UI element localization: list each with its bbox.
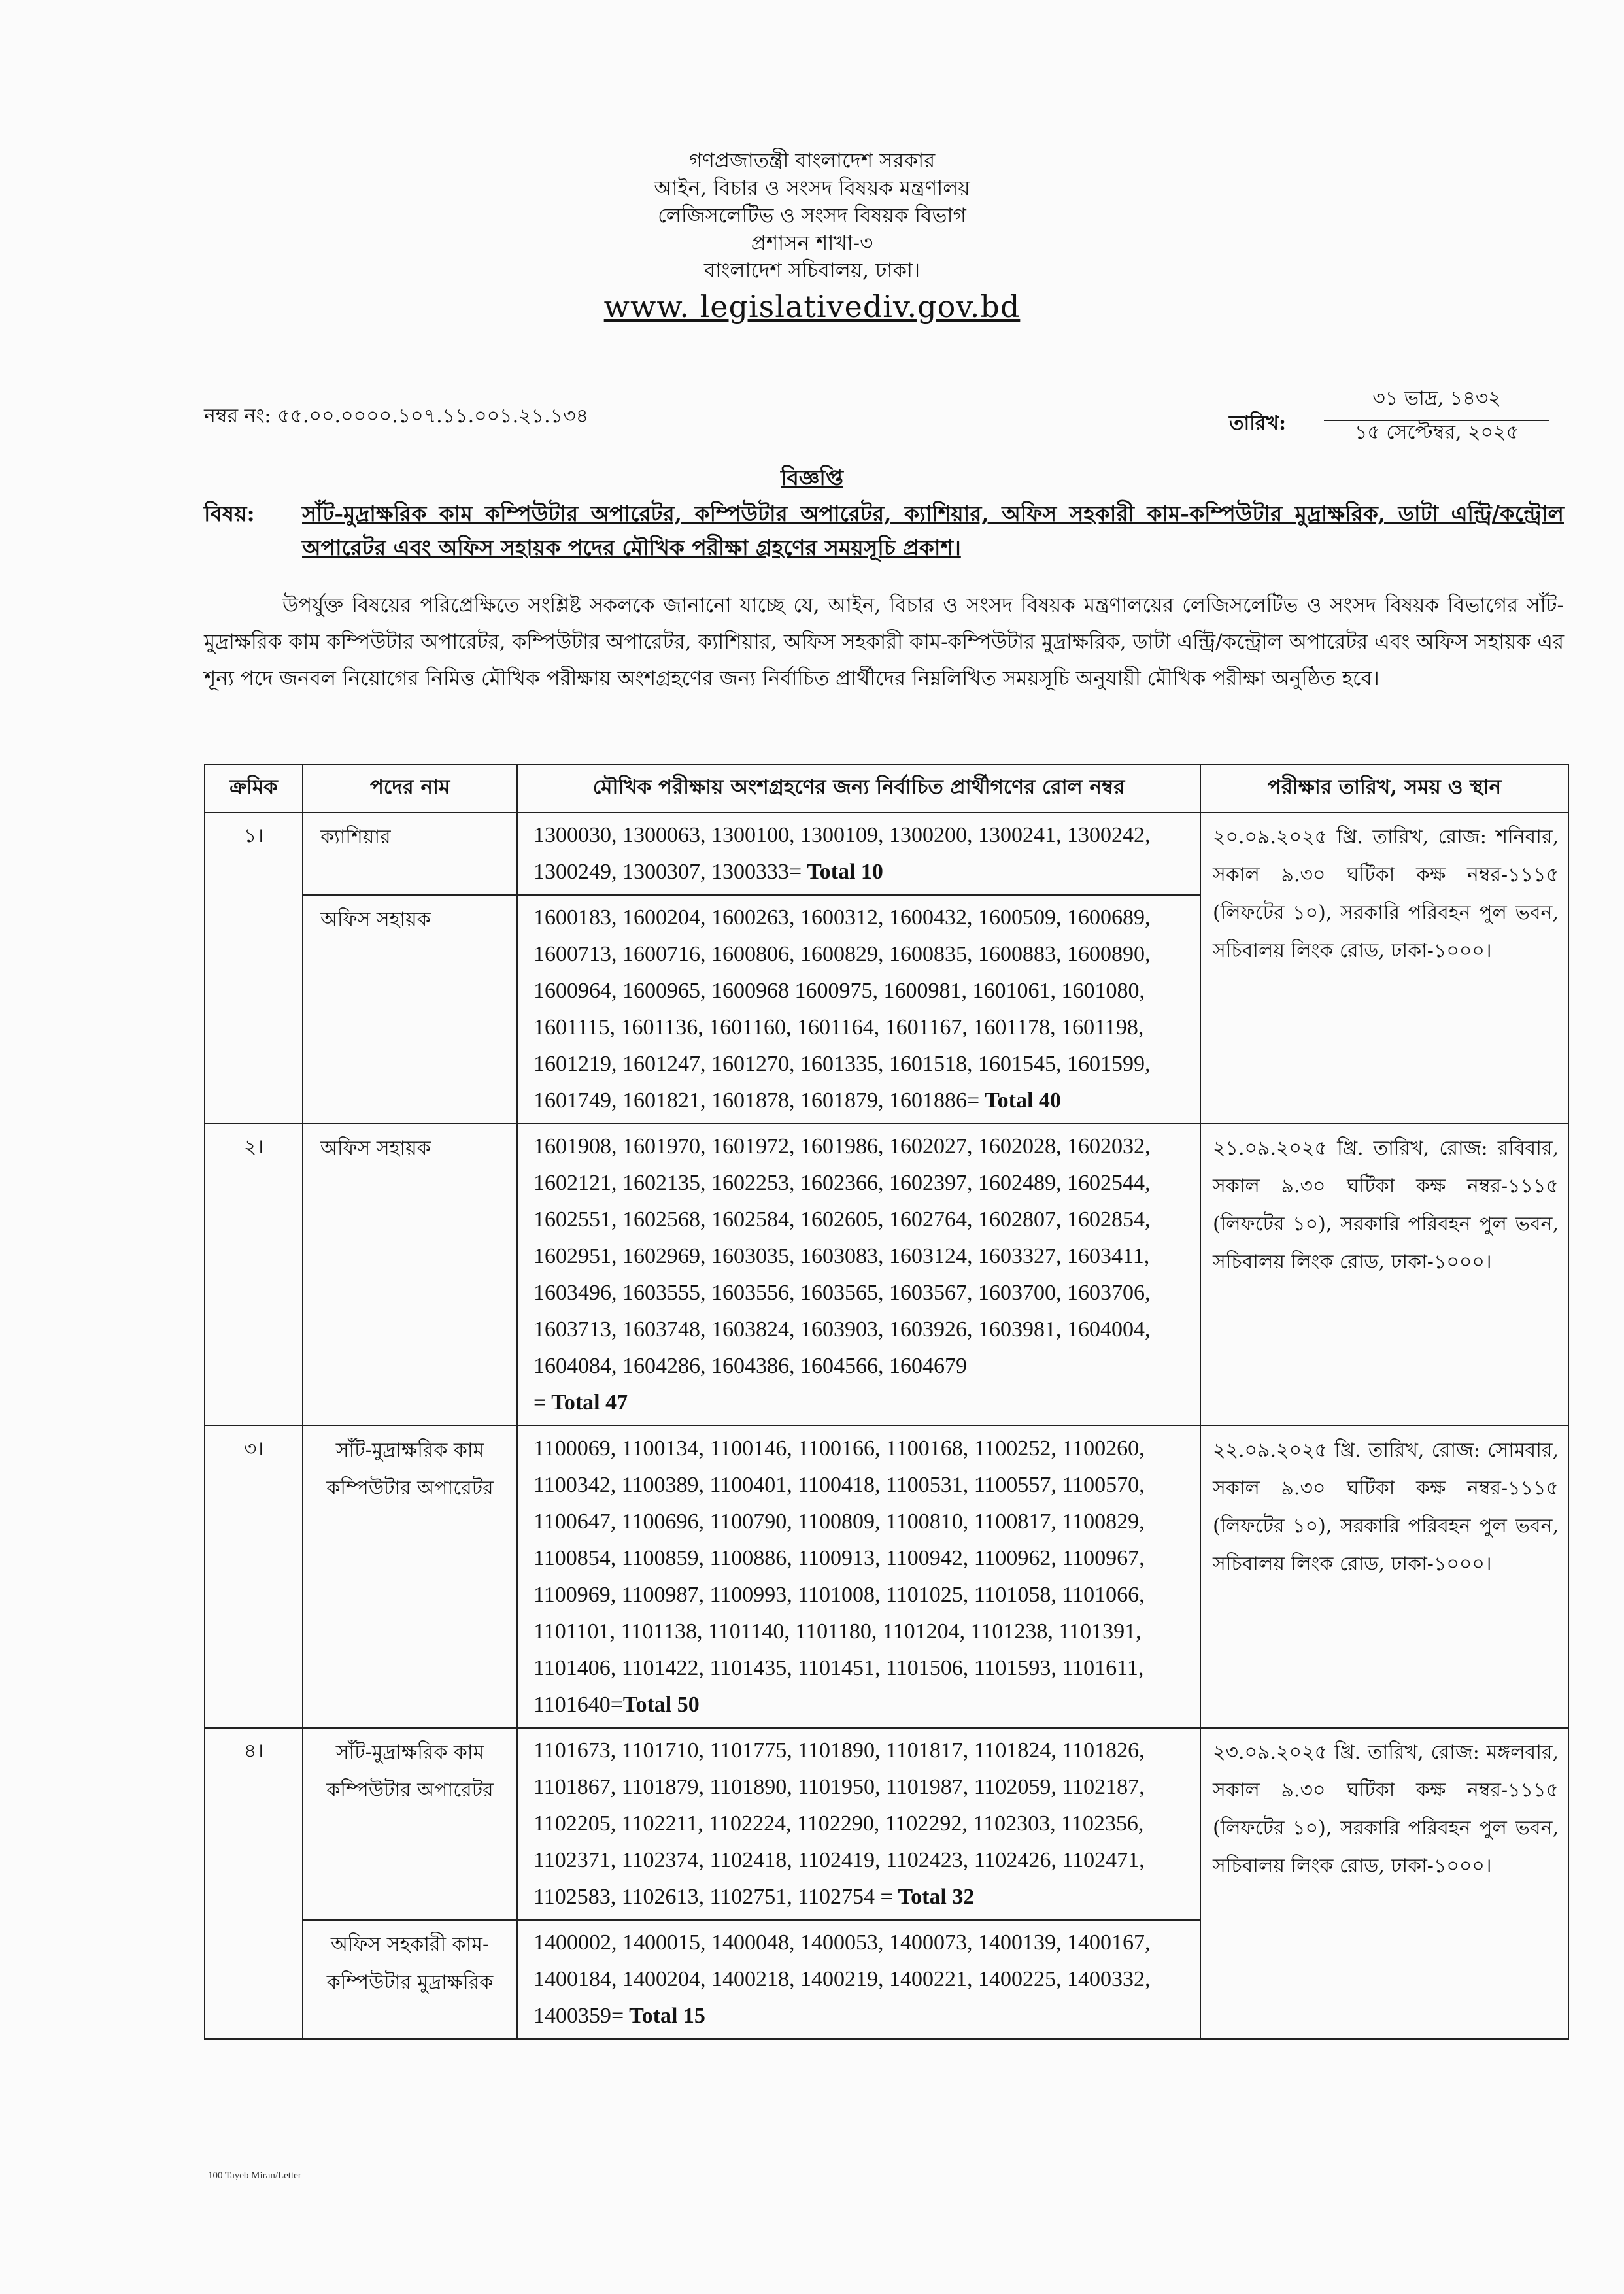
total-count: Total 50 xyxy=(622,1693,700,1717)
serial-cell: ৪। xyxy=(205,1728,303,2039)
division-name: লেজিসলেটিভ ও সংসদ বিষয়ক বিভাগ xyxy=(658,204,966,228)
footer-note: 100 Tayeb Miran/Letter xyxy=(208,2170,301,2181)
roll-numbers: 1101673, 1101710, 1101775, 1101890, 1101817, 1101824, 1101826, 1101867, 1101879, 1101890, 1101950, 1101987, 1102059, 1102187, 1102205, 1102211, 1102224, 1102290, 1102292, 1102303, 1102356, 1102371, 1102374, 1102418, 1102419, 1102423, 1102426, 1102471, 1102583, 1102613, 1102751, 1102754 = xyxy=(533,1738,1145,1909)
table-row xyxy=(205,813,1568,895)
schedule-cell: ২০.০৯.২০২৫ খ্রি. তারিখ, রোজ: শনিবার, সকাল ৯.৩০ ঘটিকা কক্ষ নম্বর-১১১৫ (লিফটের ১০), সরকারি পরিবহন পুল ভবন, সচিবালয় লিংক রোড, ঢাকা-১০০০। xyxy=(1200,813,1568,1124)
table-row xyxy=(205,1426,1568,1728)
schedule-cell: ২১.০৯.২০২৫ খ্রি. তারিখ, রোজ: রবিবার, সকাল ৯.৩০ ঘটিকা কক্ষ নম্বর-১১১৫ (লিফটের ১০), সরকারি পরিবহন পুল ভবন, সচিবালয় লিংক রোড, ঢাকা-১০০০। xyxy=(1200,1124,1568,1426)
rolls-cell xyxy=(517,1124,1200,1426)
subject-label: বিষয়: xyxy=(204,501,255,526)
schedule-cell: ২৩.০৯.২০২৫ খ্রি. তারিখ, রোজ: মঙ্গলবার, সকাল ৯.৩০ ঘটিকা কক্ষ নম্বর-১১১৫ (লিফটের ১০), সরকারি পরিবহন পুল ভবন, সচিবালয় লিংক রোড, ঢাকা-১০০০। xyxy=(1200,1728,1568,2039)
rolls-cell xyxy=(517,813,1200,895)
roll-numbers: 1601908, 1601970, 1601972, 1601986, 1602027, 1602028, 1602032, 1602121, 1602135, 1602253, 1602366, 1602397, 1602489, 1602544, 1602551, 1602568, 1602584, 1602605, 1602764, 1602807, 1602854, 1602951, 1602969, 1603035, 1603083, 1603124, 1603327, 1603411, 1603496, 1603555, 1603556, 1603565, 1603567, 1603700, 1603706, 1603713, 1603748, 1603824, 1603903, 1603926, 1603981, 1604004, 1604084, 1604286, 1604386, 1604566, 1604679 xyxy=(533,1134,1151,1378)
header-post: পদের নাম xyxy=(303,764,517,813)
serial-cell: ২। xyxy=(205,1124,303,1426)
date-label: তারিখ: xyxy=(1229,412,1287,435)
notice-title xyxy=(0,461,1624,498)
roll-numbers: 1600183, 1600204, 1600263, 1600312, 1600432, 1600509, 1600689, 1600713, 1600716, 1600806, 1600829, 1600835, 1600883, 1600890, 1600964, 1600965, 1600968 1600975, 1600981, 1601061, 1601080, 1601115, 1601136, 1601160, 1601164, 1601167, 1601178, 1601198, 1601219, 1601247, 1601270, 1601335, 1601518, 1601545, 1601599, 1601749, 1601821, 1601878, 1601879, 1601886= xyxy=(533,905,1151,1113)
post-cell: অফিস সহায়ক xyxy=(303,895,517,1124)
ministry-name: আইন, বিচার ও সংসদ বিষয়ক মন্ত্রণালয় xyxy=(654,177,970,200)
post-cell: অফিস সহায়ক xyxy=(303,1124,517,1426)
table-row xyxy=(205,1124,1568,1426)
schedule-cell: ২২.০৯.২০২৫ খ্রি. তারিখ, রোজ: সোমবার, সকাল ৯.৩০ ঘটিকা কক্ষ নম্বর-১১১৫ (লিফটের ১০), সরকারি পরিবহন পুল ভবন, সচিবালয় লিংক রোড, ঢাকা-১০০০। xyxy=(1200,1426,1568,1728)
post-cell: অফিস সহকারী কাম- কম্পিউটার মুদ্রাক্ষরিক xyxy=(303,1920,517,2039)
body-paragraph: উপর্যুক্ত বিষয়ের পরিপ্রেক্ষিতে সংশ্লিষ্ট সকলকে জানানো যাচ্ছে যে, আইন, বিচার ও সংসদ বিষয়ক মন্ত্রণালয়ের লেজিসলেটিভ ও সংসদ বিষয়ক বিভাগের সাঁট-মুদ্রাক্ষরিক কাম কম্পিউটার অপারেটর, কম্পিউটার অপারেটর, ক্যাশিয়ার, অফিস সহকারী কাম-কম্পিউটার মুদ্রাক্ষরিক, ডাটা এন্ট্রি/কন্ট্রোল অপারেটর এবং অফিস সহায়ক এর শূন্য পদে জনবল নিয়োগের নিমিত্ত মৌখিক পরীক্ষায় অংশগ্রহণের জন্য নির্বাচিত প্রার্থীদের নিম্নলিখিত সময়সূচি অনুযায়ী মৌখিক পরীক্ষা অনুষ্ঠিত হবে। xyxy=(204,594,1564,690)
header-schedule: পরীক্ষার তারিখ, সময় ও স্থান xyxy=(1200,764,1568,813)
total-count: Total 40 xyxy=(979,1088,1061,1113)
roll-numbers: 1100069, 1100134, 1100146, 1100166, 1100168, 1100252, 1100260, 1100342, 1100389, 1100401, 1100418, 1100531, 1100557, 1100570, 1100647, 1100696, 1100790, 1100809, 1100810, 1100817, 1100829, 1100854, 1100859, 1100886, 1100913, 1100942, 1100962, 1100967, 1100969, 1100987, 1100993, 1101008, 1101025, 1101058, 1101066, 1101101, 1101138, 1101140, 1101180, 1101204, 1101238, 1101391, 1101406, 1101422, 1101435, 1101451, 1101506, 1101593, 1101611, 1101640= xyxy=(533,1436,1145,1717)
website-link[interactable]: www. legislativediv.gov.bd xyxy=(603,289,1021,324)
post-cell: ক্যাশিয়ার xyxy=(303,813,517,895)
header-rolls: মৌখিক পরীক্ষায় অংশগ্রহণের জন্য নির্বাচিত প্রার্থীগণের রোল নম্বর xyxy=(517,764,1200,813)
roll-numbers: 1400002, 1400015, 1400048, 1400053, 1400073, 1400139, 1400167, 1400184, 1400204, 1400218, 1400219, 1400221, 1400225, 1400332, 1400359= xyxy=(533,1931,1151,2028)
subject-text: সাঁট-মুদ্রাক্ষরিক কাম কম্পিউটার অপারেটর, কম্পিউটার অপারেটর, ক্যাশিয়ার, অফিস সহকারী কাম-কম্পিউটার মুদ্রাক্ষরিক, ডাটা এন্ট্রি/কন্ট্রোল অপারেটর এবং অফিস সহায়ক পদের মৌখিক পরীক্ষা গ্রহণের সময়সূচি প্রকাশ। xyxy=(302,501,1564,560)
header-serial: ক্রমিক xyxy=(205,764,303,813)
table-row xyxy=(205,1728,1568,1920)
date-english: ১৫ সেপ্টেম্বর, ২০২৫ xyxy=(1354,421,1519,444)
schedule-table xyxy=(204,764,1569,2040)
rolls-cell xyxy=(517,1728,1200,1920)
govt-name: গণপ্রজাতন্ত্রী বাংলাদেশ সরকার xyxy=(688,149,936,173)
serial-cell: ১। xyxy=(205,813,303,1124)
notice-title-text: বিজ্ঞপ্তি xyxy=(781,465,843,490)
letterhead xyxy=(0,147,1624,326)
subject xyxy=(204,497,1564,565)
post-cell: সাঁট-মুদ্রাক্ষরিক কাম কম্পিউটার অপারেটর xyxy=(303,1728,517,1920)
office-address: বাংলাদেশ সচিবালয়, ঢাকা। xyxy=(703,259,921,282)
serial-cell: ৩। xyxy=(205,1426,303,1728)
rolls-cell xyxy=(517,895,1200,1124)
date-bangla: ৩১ ভাদ্র, ১৪৩২ xyxy=(1324,382,1549,421)
post-cell: সাঁট-মুদ্রাক্ষরিক কাম কম্পিউটার অপারেটর xyxy=(303,1426,517,1728)
rolls-cell xyxy=(517,1426,1200,1728)
branch-name: প্রশাসন শাখা-৩ xyxy=(751,231,873,255)
total-count: = Total 47 xyxy=(533,1391,628,1415)
roll-numbers: 1300030, 1300063, 1300100, 1300109, 1300200, 1300241, 1300242, 1300249, 1300307, 1300333= xyxy=(533,823,1151,884)
memo-number: নম্বর নং: ৫৫.০০.০০০০.১০৭.১১.০০১.২১.১৩৪ xyxy=(204,405,589,428)
total-count: Total 32 xyxy=(892,1885,975,1909)
rolls-cell xyxy=(517,1920,1200,2039)
total-count: Total 15 xyxy=(624,2004,705,2028)
total-count: Total 10 xyxy=(802,860,883,884)
table-header-row xyxy=(205,764,1568,813)
